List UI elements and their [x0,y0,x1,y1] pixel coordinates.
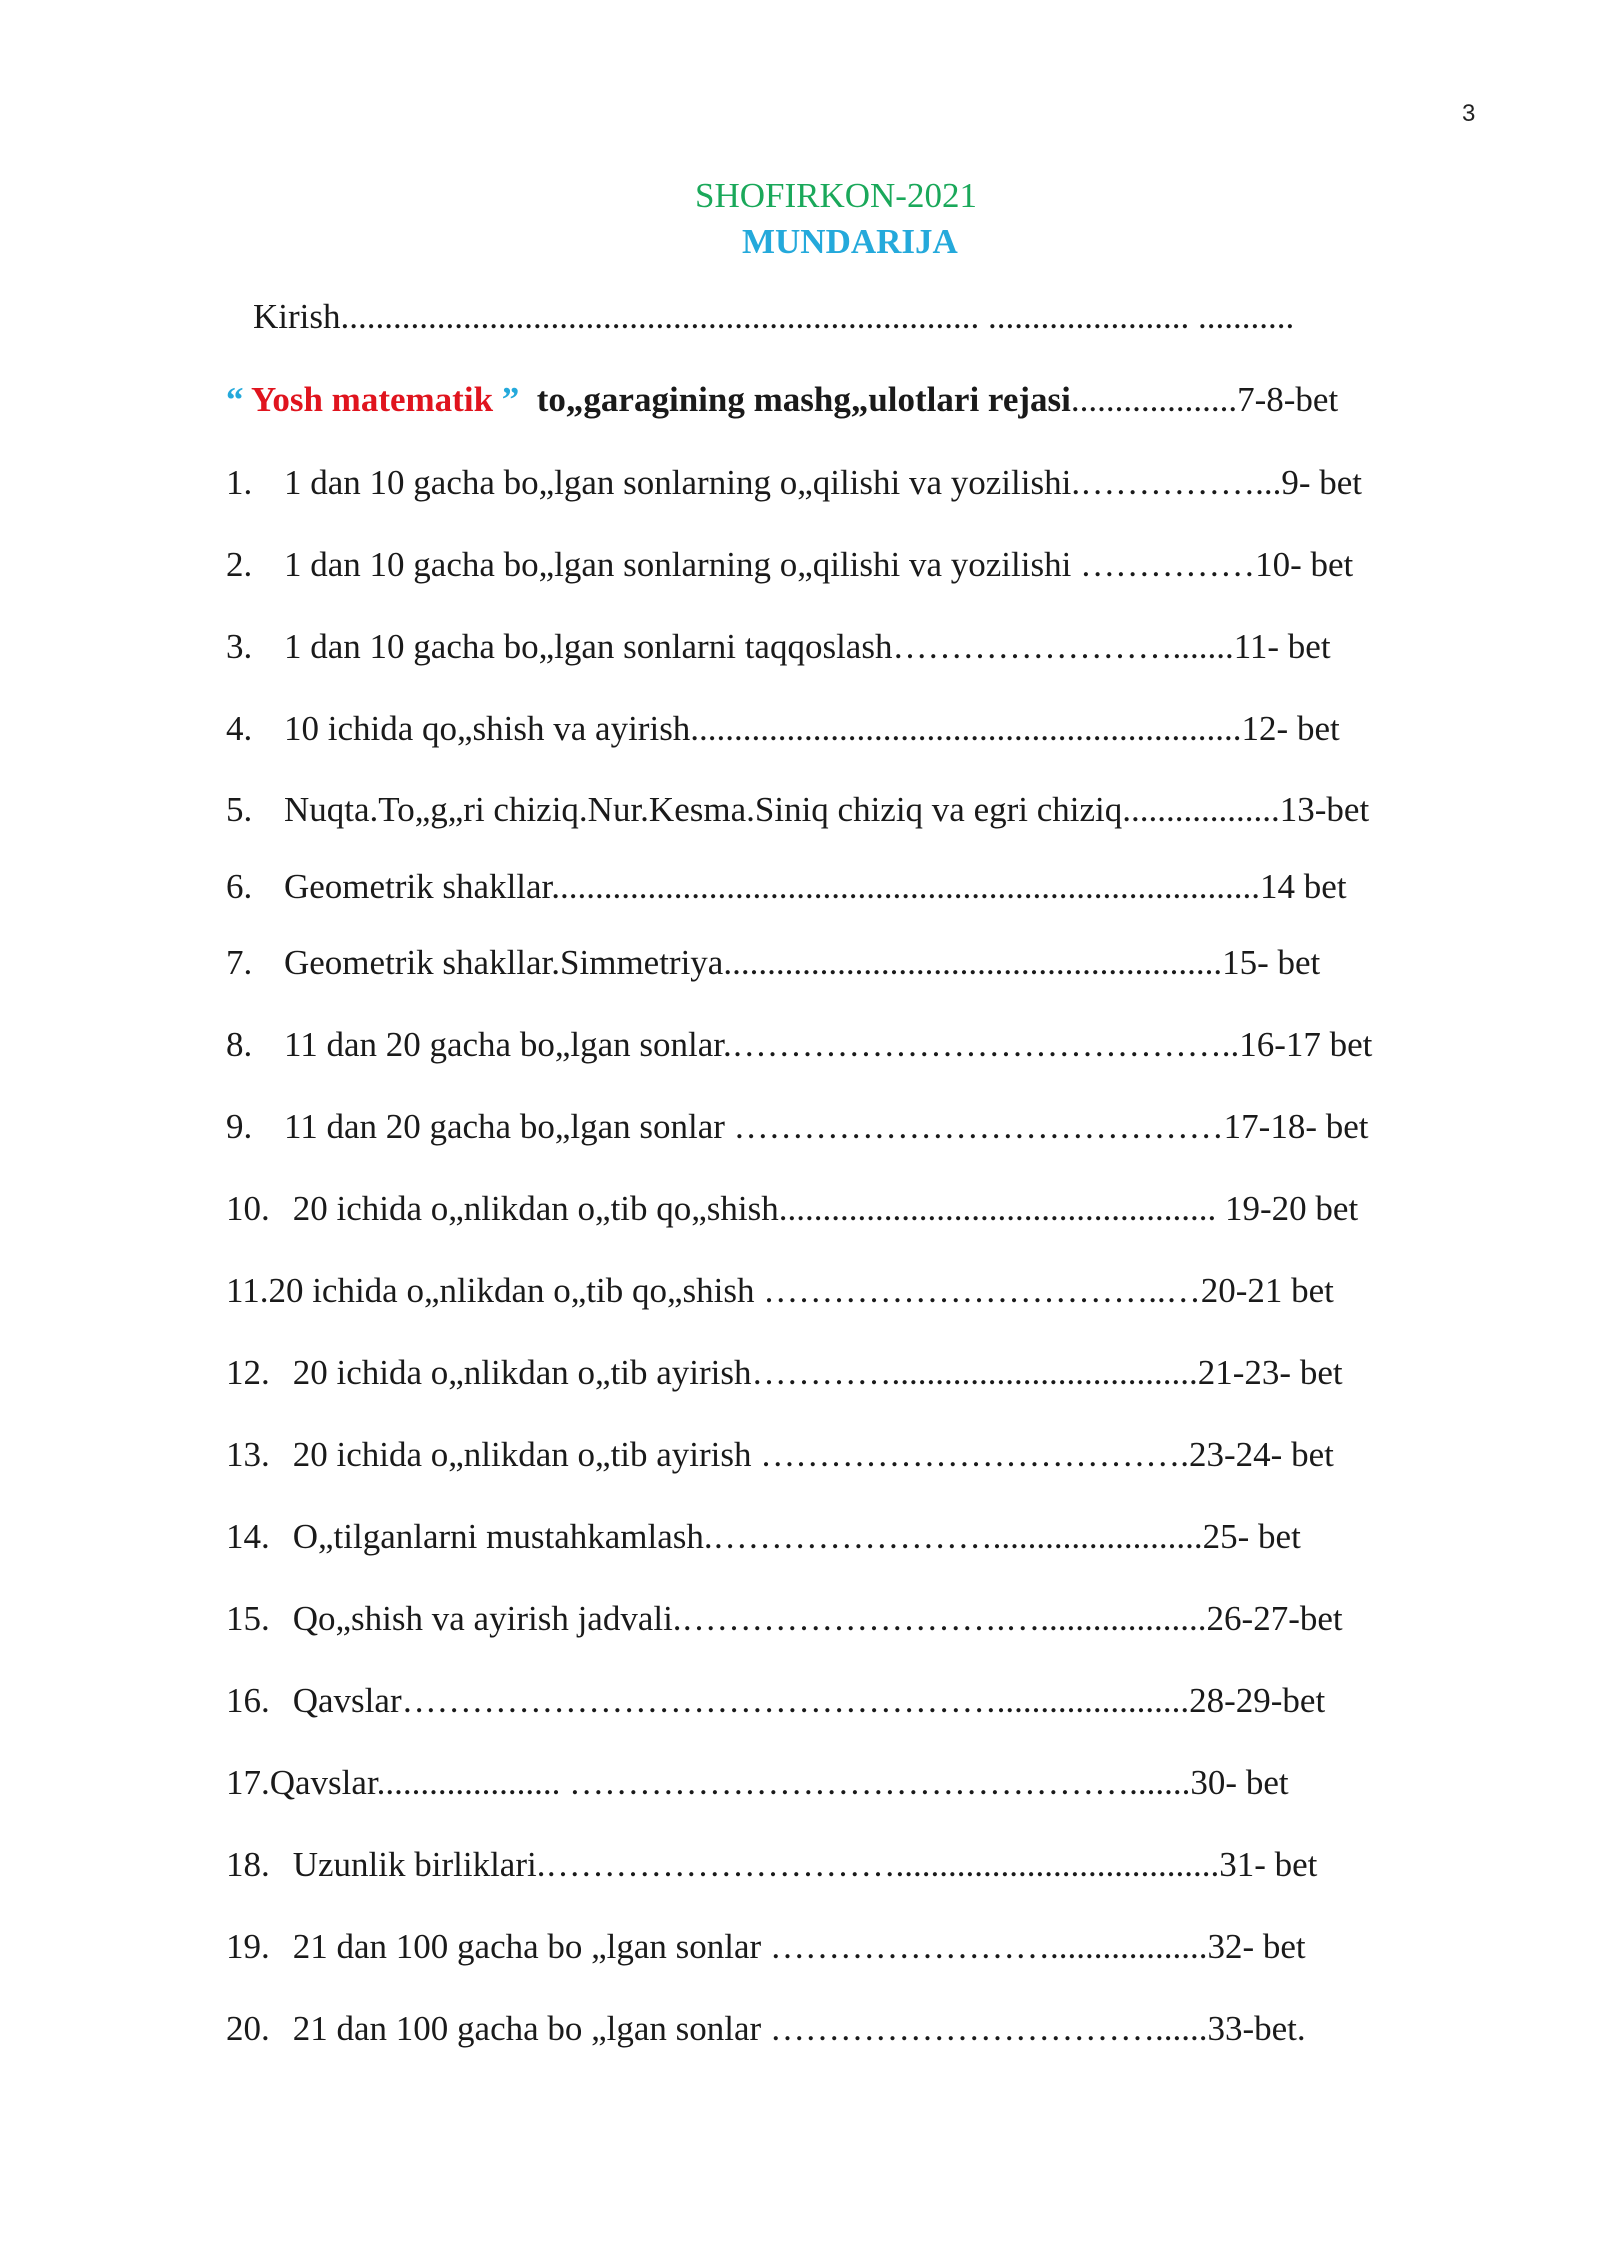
toc-item-text: 20 ichida o„nlikdan o„tib ayirish ……………………………….23-24- bet [292,1435,1334,1474]
toc-item [226,790,1369,830]
toc-item-text: 1 dan 10 gacha bo„lgan sonlarni taqqoslash…………………….......11- bet [284,627,1331,666]
toc-item [226,2009,1306,2049]
toc-item-number: 15. [226,1599,270,1638]
page-number: 3 [1462,100,1476,127]
toc-item-text: 20 ichida o„nlikdan o„tib qo„shish.................................................. 19-20 bet [292,1189,1359,1228]
toc-item [226,1763,1289,1803]
toc-item-text: Uzunlik birliklari.………………………….....................................31- bet [292,1845,1318,1884]
toc-item-number: 2. [226,545,253,584]
toc-item [226,1025,1372,1065]
toc-introduction: Kirish......................................................................... ....................... ........... [253,297,1295,336]
toc-item-number: 12. [226,1353,270,1392]
toc-item-text: 21 dan 100 gacha bo „lgan sonlar ……………………………......33-bet. [292,2009,1306,2048]
toc-item-text: 20 ichida o„nlikdan o„tib ayirish…………...................................21-23- bet [292,1353,1343,1392]
toc-item-text: 11 dan 20 gacha bo„lgan sonlar ……………………………………17-18- bet [284,1107,1369,1146]
contents-heading: MUNDARIJA [742,222,958,261]
toc-item-number: 3. [226,627,253,666]
toc-item-text: 1 dan 10 gacha bo„lgan sonlarning o„qilishi va yozilishi ……………10- bet [284,545,1354,584]
toc-item-number: 18. [226,1845,270,1884]
toc-item-number: 9. [226,1107,253,1146]
toc-item-number: 13. [226,1435,270,1474]
toc-item-text: 1 dan 10 gacha bo„lgan sonlarning o„qilishi va yozilishi.……………...9- bet [284,463,1362,502]
toc-item-number: 6. [226,867,253,906]
toc-item [226,1599,1343,1639]
toc-item-number: 19. [226,1927,270,1966]
toc-item-text: Qo„shish va ayirish jadvali.……………………….…...................26-27-bet [292,1599,1343,1638]
toc-item [226,709,1340,749]
toc-item-text: 10 ichida qo„shish va ayirish...............................................................12- bet [284,709,1340,748]
toc-item-text: Qavslar..................... ………………………………………….......30- bet [269,1763,1289,1802]
toc-item [226,1353,1343,1393]
toc-item-number: 8. [226,1025,253,1064]
toc-item-number: 1. [226,463,253,502]
toc-item-number: 4. [226,709,253,748]
toc-item-number: 20. [226,2009,270,2048]
toc-item [226,627,1331,667]
club-name: Yosh matematik [250,380,494,419]
toc-item-text: Geometrik shakllar.................................................................................14 bet [284,867,1347,906]
toc-item-number: 14. [226,1517,270,1556]
toc-item-text: O„tilganlarni mustahkamlash.……………………........................25- bet [292,1517,1301,1556]
club-plan-page: ...................7-8-bet [1070,380,1339,419]
toc-item-number: 17. [226,1763,270,1802]
toc-item [226,545,1353,585]
toc-item [226,1517,1301,1557]
toc-item-number: 16. [226,1681,270,1720]
club-plan-text: to„garagining mashg„ulotlari rejasi [536,380,1071,419]
open-quote: “ [226,380,244,419]
toc-item-text: Geometrik shakllar.Simmetriya.........................................................15- bet [284,943,1321,982]
toc-club-plan [226,380,1338,420]
toc-item-number: 7. [226,943,253,982]
close-quote: ” [501,380,520,419]
toc-item [226,1435,1334,1475]
toc-item [226,1845,1317,1885]
toc-item [226,1189,1358,1229]
toc-item [226,463,1362,503]
toc-item-number: 5. [226,790,253,829]
toc-item-text: Qavslar……………………………………………......................28-29-bet [292,1681,1326,1720]
document-title: SHOFIRKON-2021 [695,176,977,215]
toc-item [226,1271,1334,1311]
toc-item-text: Nuqta.To„g„ri chiziq.Nur.Kesma.Siniq chiziq va egri chiziq..................13-bet [284,790,1370,829]
toc-item [226,1107,1369,1147]
toc-item-number: 11. [226,1271,269,1310]
toc-item [226,867,1347,907]
toc-item [226,1681,1325,1721]
toc-item [226,943,1320,983]
toc-item-text: 11 dan 20 gacha bo„lgan sonlar.……………………………………..16-17 bet [284,1025,1373,1064]
toc-item [226,1927,1306,1967]
toc-item-text: 21 dan 100 gacha bo „lgan sonlar ……………………..................32- bet [292,1927,1306,1966]
toc-item-number: 10. [226,1189,270,1228]
toc-item-text: 20 ichida o„nlikdan o„tib qo„shish ……………………………..…20-21 bet [268,1271,1334,1310]
